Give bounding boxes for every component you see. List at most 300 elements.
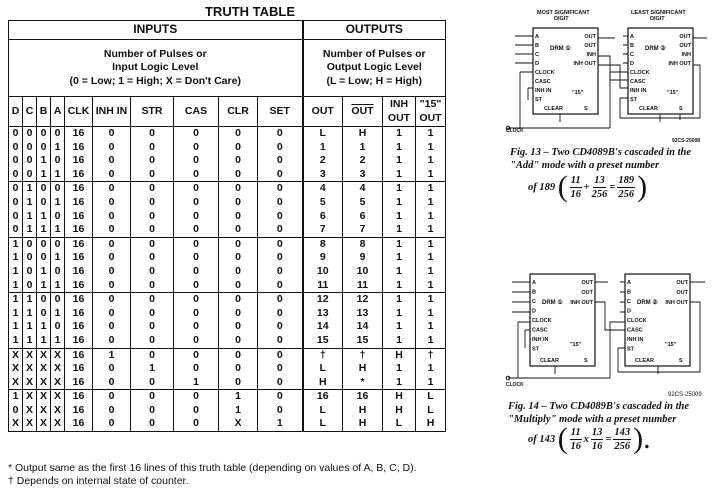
table-cell: 0: [131, 154, 174, 168]
table-row: [9, 390, 446, 404]
table-cell: 0: [174, 307, 219, 321]
table-row: [9, 279, 446, 293]
table-cell: 0: [174, 404, 219, 418]
pin-label: INH IN: [535, 88, 552, 94]
table-cell: 0: [131, 293, 174, 307]
chip-2-s: S: [679, 106, 683, 112]
table-cell: 0: [93, 210, 131, 224]
table-cell: 1: [23, 307, 37, 321]
table-cell: 0: [37, 307, 51, 321]
table-cell: X: [37, 404, 51, 418]
table-row: [9, 320, 446, 334]
inputs-description: Number of Pulses or Input Logic Level (0 = Low; 1 = High; X = Don't Care): [9, 40, 303, 97]
table-cell: 0: [258, 210, 303, 224]
column-header: A: [51, 97, 65, 127]
table-cell: 1: [9, 307, 23, 321]
table-cell: 0: [258, 320, 303, 334]
table-cell: 14: [303, 320, 343, 334]
table-cell: L: [303, 417, 343, 431]
table-cell: 12: [343, 293, 383, 307]
table-cell: 1: [416, 223, 446, 237]
table-cell: 0: [93, 196, 131, 210]
table-cell: 1: [383, 279, 416, 293]
table-cell: L: [416, 404, 446, 418]
table-cell: 1: [51, 334, 65, 348]
table-cell: X: [51, 417, 65, 431]
table-cell: 0: [174, 334, 219, 348]
table-row: [9, 223, 446, 237]
table-cell: 1: [383, 320, 416, 334]
table-cell: 6: [303, 210, 343, 224]
table-cell: 0: [174, 223, 219, 237]
table-cell: 0: [174, 390, 219, 404]
table-cell: 7: [343, 223, 383, 237]
table-cell: 0: [174, 210, 219, 224]
table-cell: 0: [174, 182, 219, 196]
table-cell: 0: [174, 265, 219, 279]
table-cell: 1: [93, 348, 131, 362]
fig14-clock-label: CLOCK: [506, 382, 524, 388]
table-cell: 0: [93, 154, 131, 168]
pin-label: B: [535, 43, 539, 49]
table-cell: 1: [383, 293, 416, 307]
pin-label: A: [627, 280, 631, 286]
table-cell: X: [9, 376, 23, 390]
table-cell: X: [23, 417, 37, 431]
table-cell: 1: [416, 127, 446, 141]
table-cell: 0: [174, 362, 219, 376]
table-cell: 10: [343, 265, 383, 279]
table-cell: 0: [9, 210, 23, 224]
table-cell: 16: [65, 376, 93, 390]
table-cell: 0: [51, 182, 65, 196]
table-cell: 1: [37, 279, 51, 293]
table-cell: 0: [93, 390, 131, 404]
table-cell: 0: [174, 293, 219, 307]
pin-label: OUT: [679, 43, 691, 49]
table-cell: X: [37, 376, 51, 390]
pin-label: INH IN: [627, 337, 644, 343]
table-cell: 0: [51, 293, 65, 307]
table-row: [9, 182, 446, 196]
column-header: D: [9, 97, 23, 127]
table-cell: 0: [219, 307, 258, 321]
table-cell: †: [416, 348, 446, 362]
table-cell: H: [303, 376, 343, 390]
table-cell: 0: [131, 251, 174, 265]
table-row: [9, 210, 446, 224]
table-cell: 0: [258, 265, 303, 279]
table-row: [9, 334, 446, 348]
table-cell: L: [416, 390, 446, 404]
pin-label: ST: [532, 346, 540, 353]
fig14-code: 92CS-25009: [668, 392, 702, 398]
table-cell: 0: [23, 279, 37, 293]
table-cell: 10: [303, 265, 343, 279]
table-cell: 8: [303, 237, 343, 251]
table-cell: 0: [93, 265, 131, 279]
table-cell: 1: [9, 293, 23, 307]
table-cell: 0: [258, 348, 303, 362]
table-row: [9, 417, 446, 431]
table-cell: 16: [65, 390, 93, 404]
table-cell: 1: [9, 320, 23, 334]
column-header: C: [23, 97, 37, 127]
table-cell: 0: [9, 127, 23, 141]
table-cell: 0: [93, 223, 131, 237]
table-cell: 4: [343, 182, 383, 196]
table-cell: L: [383, 417, 416, 431]
table-cell: 0: [174, 141, 219, 155]
table-cell: 1: [258, 417, 303, 431]
table-cell: 1: [383, 376, 416, 390]
table-row: [9, 404, 446, 418]
table-cell: 0: [258, 293, 303, 307]
table-cell: 3: [303, 168, 343, 182]
pin-label: INH: [586, 52, 596, 58]
column-header: STR: [131, 97, 174, 127]
column-header: INH OUT: [383, 97, 416, 127]
table-cell: X: [23, 376, 37, 390]
table-cell: 1: [23, 320, 37, 334]
pin-label: CASC: [532, 327, 548, 334]
pin-label: INH IN: [630, 88, 647, 94]
table-cell: 16: [65, 334, 93, 348]
table-cell: 8: [343, 237, 383, 251]
fig14-caption-text: – Two CD4089B's cascaded in the "Multiply" mode with a preset number: [508, 401, 690, 425]
table-cell: 1: [416, 237, 446, 251]
table-cell: 1: [383, 223, 416, 237]
table-cell: H: [343, 127, 383, 141]
table-cell: 16: [303, 390, 343, 404]
truth-table: [8, 20, 446, 432]
chip-1-s: S: [584, 358, 588, 364]
pin-label: A: [535, 34, 539, 40]
table-row: [9, 237, 446, 251]
table-cell: 1: [51, 279, 65, 293]
table-cell: 1: [51, 223, 65, 237]
table-cell: 9: [343, 251, 383, 265]
table-cell: 0: [258, 376, 303, 390]
table-cell: 0: [174, 168, 219, 182]
figure-13-schematic: [500, 8, 715, 148]
table-cell: 0: [219, 182, 258, 196]
table-cell: X: [9, 362, 23, 376]
table-cell: 1: [9, 265, 23, 279]
table-cell: 0: [93, 362, 131, 376]
fig13-of-text: of 189: [528, 181, 556, 193]
table-cell: X: [219, 417, 258, 431]
table-cell: 0: [9, 141, 23, 155]
table-row: [9, 251, 446, 265]
table-cell: 1: [383, 168, 416, 182]
table-cell: 16: [65, 210, 93, 224]
table-row: [9, 141, 446, 155]
table-cell: 0: [37, 182, 51, 196]
table-cell: 0: [51, 154, 65, 168]
table-cell: H: [343, 417, 383, 431]
table-cell: 1: [383, 154, 416, 168]
table-cell: 16: [65, 279, 93, 293]
footnote-output-same: * Output same as the first 16 lines of this truth table (depending on values of A, B, C, D).: [8, 462, 417, 474]
table-cell: H: [416, 417, 446, 431]
column-header: B: [37, 97, 51, 127]
chip-2-clear: CLEAR: [635, 358, 654, 364]
table-cell: 0: [258, 279, 303, 293]
fig13-expression: of 189 ( 11 16 + $\frac{13}{256}$ = $\frac{189}{256}$ ): [528, 170, 648, 203]
table-cell: 1: [383, 210, 416, 224]
table-cell: 2: [303, 154, 343, 168]
table-cell: 16: [65, 223, 93, 237]
table-cell: 1: [51, 141, 65, 155]
chip-2-label: DRM ②: [637, 300, 658, 306]
table-cell: 1: [37, 223, 51, 237]
pin-label: INH: [681, 52, 691, 58]
table-row: [9, 127, 446, 141]
table-cell: 0: [219, 251, 258, 265]
table-cell: 1: [23, 223, 37, 237]
fig13-caption-label: Fig. 13: [510, 147, 541, 158]
table-cell: 0: [174, 237, 219, 251]
table-cell: 0: [93, 127, 131, 141]
table-cell: 16: [343, 390, 383, 404]
table-cell: 16: [65, 404, 93, 418]
table-cell: 0: [9, 154, 23, 168]
table-cell: *: [343, 376, 383, 390]
table-cell: 11: [303, 279, 343, 293]
table-cell: †: [343, 348, 383, 362]
table-cell: 0: [219, 334, 258, 348]
table-cell: 0: [93, 417, 131, 431]
fig14-caption: [508, 400, 718, 426]
table-cell: 0: [93, 404, 131, 418]
table-cell: 5: [343, 196, 383, 210]
table-cell: 1: [37, 320, 51, 334]
table-cell: 1: [23, 293, 37, 307]
pin-label: CASC: [630, 79, 646, 85]
pin-label: CASC: [535, 79, 551, 85]
table-cell: 1: [416, 307, 446, 321]
chip-1-15: "15": [572, 90, 584, 96]
column-header: $\overline{OUT}$: [343, 97, 383, 127]
table-cell: 0: [131, 334, 174, 348]
table-cell: 16: [65, 320, 93, 334]
pin-label: ST: [630, 97, 638, 103]
table-cell: H: [383, 348, 416, 362]
table-cell: 0: [219, 279, 258, 293]
table-cell: H: [343, 362, 383, 376]
fig13-clock-label: CLOCK: [506, 128, 524, 134]
table-cell: 1: [51, 307, 65, 321]
table-cell: 3: [343, 168, 383, 182]
table-cell: 0: [93, 141, 131, 155]
pin-label: OUT: [581, 280, 593, 286]
pin-label: OUT: [584, 34, 596, 40]
table-cell: 16: [65, 307, 93, 321]
table-cell: 0: [131, 376, 174, 390]
column-header: "15" OUT: [416, 97, 446, 127]
table-cell: 0: [219, 196, 258, 210]
table-cell: 1: [51, 251, 65, 265]
table-cell: 1: [416, 141, 446, 155]
table-cell: 1: [23, 196, 37, 210]
table-cell: 1: [383, 127, 416, 141]
table-cell: 5: [303, 196, 343, 210]
table-cell: 0: [23, 237, 37, 251]
table-cell: 0: [37, 237, 51, 251]
table-cell: 1: [383, 251, 416, 265]
table-cell: 4: [303, 182, 343, 196]
table-cell: 0: [131, 390, 174, 404]
table-cell: 1: [37, 334, 51, 348]
table-cell: 0: [131, 307, 174, 321]
table-cell: 1: [416, 279, 446, 293]
table-cell: 16: [65, 251, 93, 265]
lsd-label-2: DIGIT: [650, 16, 665, 22]
table-cell: 0: [131, 279, 174, 293]
table-cell: 15: [343, 334, 383, 348]
table-cell: 16: [65, 348, 93, 362]
table-cell: 0: [258, 251, 303, 265]
table-cell: 0: [9, 223, 23, 237]
pin-label: A: [630, 34, 634, 40]
pin-label: OUT: [584, 43, 596, 49]
fig13-code: 92CS-25008: [672, 138, 701, 144]
pin-label: A: [532, 280, 536, 286]
fig14-caption-label: Fig. 14: [508, 401, 539, 412]
table-cell: 0: [219, 376, 258, 390]
table-cell: 0: [131, 210, 174, 224]
table-cell: 1: [37, 168, 51, 182]
table-cell: 16: [65, 362, 93, 376]
table-cell: 1: [131, 362, 174, 376]
pin-label: C: [535, 52, 539, 58]
table-cell: 1: [416, 334, 446, 348]
table-cell: 0: [174, 348, 219, 362]
pin-label: C: [630, 52, 634, 58]
column-header: OUT: [303, 97, 343, 127]
outputs-header: OUTPUTS: [303, 21, 446, 40]
table-cell: 1: [37, 154, 51, 168]
table-cell: 1: [416, 168, 446, 182]
table-cell: 0: [37, 251, 51, 265]
table-cell: 0: [258, 223, 303, 237]
table-row: [9, 154, 446, 168]
table-cell: 0: [23, 265, 37, 279]
table-cell: 0: [93, 307, 131, 321]
table-cell: 0: [23, 127, 37, 141]
pin-label: INH OUT: [570, 300, 593, 306]
table-cell: 16: [65, 237, 93, 251]
pin-label: CLOCK: [535, 70, 555, 76]
truth-table-title: TRUTH TABLE: [204, 4, 296, 19]
table-cell: 1: [383, 182, 416, 196]
table-cell: L: [303, 127, 343, 141]
table-cell: 0: [258, 404, 303, 418]
chip-2-clear: CLEAR: [639, 106, 658, 112]
table-cell: 1: [383, 265, 416, 279]
table-cell: 0: [131, 417, 174, 431]
outputs-description: Number of Pulses or Output Logic Level (L = Low; H = High): [303, 40, 446, 97]
table-cell: 0: [131, 223, 174, 237]
chip-2-15: "15": [665, 342, 677, 348]
table-cell: 0: [37, 196, 51, 210]
table-cell: 0: [174, 196, 219, 210]
table-cell: H: [343, 404, 383, 418]
table-cell: 1: [416, 251, 446, 265]
table-cell: X: [51, 348, 65, 362]
table-cell: X: [51, 362, 65, 376]
table-cell: 1: [23, 182, 37, 196]
msd-label-2: DIGIT: [554, 16, 569, 22]
table-cell: 0: [131, 237, 174, 251]
table-cell: 0: [219, 362, 258, 376]
chip-2-15: "15": [667, 90, 679, 96]
column-header-row: [9, 97, 446, 127]
table-cell: 0: [93, 168, 131, 182]
table-cell: 1: [383, 237, 416, 251]
table-cell: 0: [9, 196, 23, 210]
table-cell: 1: [174, 376, 219, 390]
table-cell: 0: [219, 223, 258, 237]
table-cell: 1: [383, 196, 416, 210]
table-cell: X: [51, 390, 65, 404]
table-cell: 0: [219, 293, 258, 307]
chip-1-clear: CLEAR: [544, 106, 563, 112]
column-header: CAS: [174, 97, 219, 127]
table-cell: X: [37, 362, 51, 376]
table-cell: 13: [343, 307, 383, 321]
table-cell: 0: [93, 334, 131, 348]
table-cell: 16: [65, 168, 93, 182]
table-cell: 0: [51, 210, 65, 224]
table-cell: 1: [51, 168, 65, 182]
table-cell: 0: [93, 376, 131, 390]
table-row: [9, 265, 446, 279]
table-cell: 1: [219, 404, 258, 418]
table-cell: 0: [131, 141, 174, 155]
pin-label: OUT: [676, 280, 688, 286]
table-cell: 0: [51, 127, 65, 141]
pin-label: D: [630, 61, 634, 67]
table-cell: X: [23, 390, 37, 404]
chip-1-clear: CLEAR: [540, 358, 559, 364]
table-cell: 0: [131, 196, 174, 210]
pin-label: C: [532, 299, 536, 305]
table-cell: 1: [9, 334, 23, 348]
table-cell: 0: [9, 182, 23, 196]
table-row: [9, 293, 446, 307]
table-cell: X: [23, 404, 37, 418]
table-cell: 0: [258, 307, 303, 321]
pin-label: C: [627, 299, 631, 305]
table-cell: 0: [131, 168, 174, 182]
table-cell: 1: [416, 362, 446, 376]
table-cell: X: [9, 348, 23, 362]
table-cell: 0: [258, 154, 303, 168]
table-row: [9, 376, 446, 390]
pin-label: CASC: [627, 327, 643, 334]
chip-2-s: S: [679, 358, 683, 364]
table-cell: 0: [51, 237, 65, 251]
table-cell: H: [383, 390, 416, 404]
table-cell: 0: [258, 127, 303, 141]
table-cell: 0: [258, 390, 303, 404]
table-cell: 1: [37, 265, 51, 279]
table-cell: 0: [37, 127, 51, 141]
pin-label: D: [532, 308, 536, 315]
pin-label: ST: [535, 97, 543, 103]
